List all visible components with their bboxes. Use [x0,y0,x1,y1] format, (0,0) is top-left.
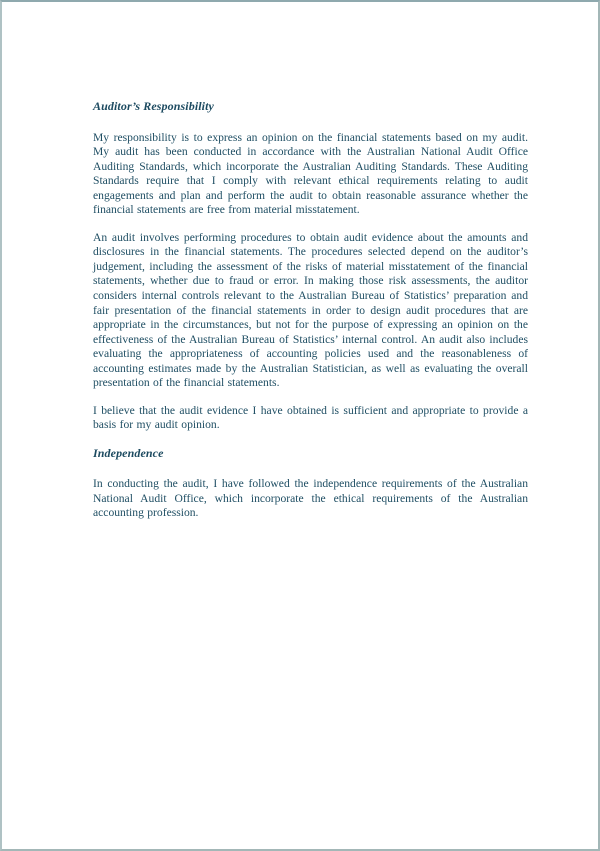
paragraph-audit-procedures: An audit involves performing procedures to obtain audit evidence about the amounts and disclosures in the financial statements. The procedures selected depend on the auditor’s judgement, including the assessment of the risks of material misstatement of the financial statements, whether due to fraud or error. In making those risk assessments, the auditor considers internal controls relevant to the Australian Bureau of Statistics’ preparation and fair presentation of the financial statements in order to design audit procedures that are appropriate in the circumstances, but not for the purpose of expressing an opinion on the effectiveness of the Australian Bureau of Statistics’ internal control. An audit also includes evaluating the appropriateness of accounting policies used and the reasonableness of accounting estimates made by the Australian Statistician, as well as evaluating the overall presentation of the financial statements. [93,230,528,390]
paragraph-audit-evidence: I believe that the audit evidence I have obtained is sufficient and appropriate to provide a basis for my audit opinion. [93,403,528,432]
paragraph-responsibility-intro: My responsibility is to express an opinion on the financial statements based on my audit. My audit has been conducted in accordance with the Australian National Audit Office Auditing Standards, which incorporate the Australian Auditing Standards. These Auditing Standards require that I comply with relevant ethical requirements relating to audit engagements and plan and perform the audit to obtain reasonable assurance whether the financial statements are free from material misstatement. [93,130,528,217]
paragraph-independence: In conducting the audit, I have followed the independence requirements of the Australian National Audit Office, which incorporate the ethical requirements of the Australian accounting profession. [93,477,528,520]
section-heading-auditors-responsibility: Auditor’s Responsibility [93,99,214,113]
section-heading-independence: Independence [93,445,164,460]
page-content [93,99,528,534]
